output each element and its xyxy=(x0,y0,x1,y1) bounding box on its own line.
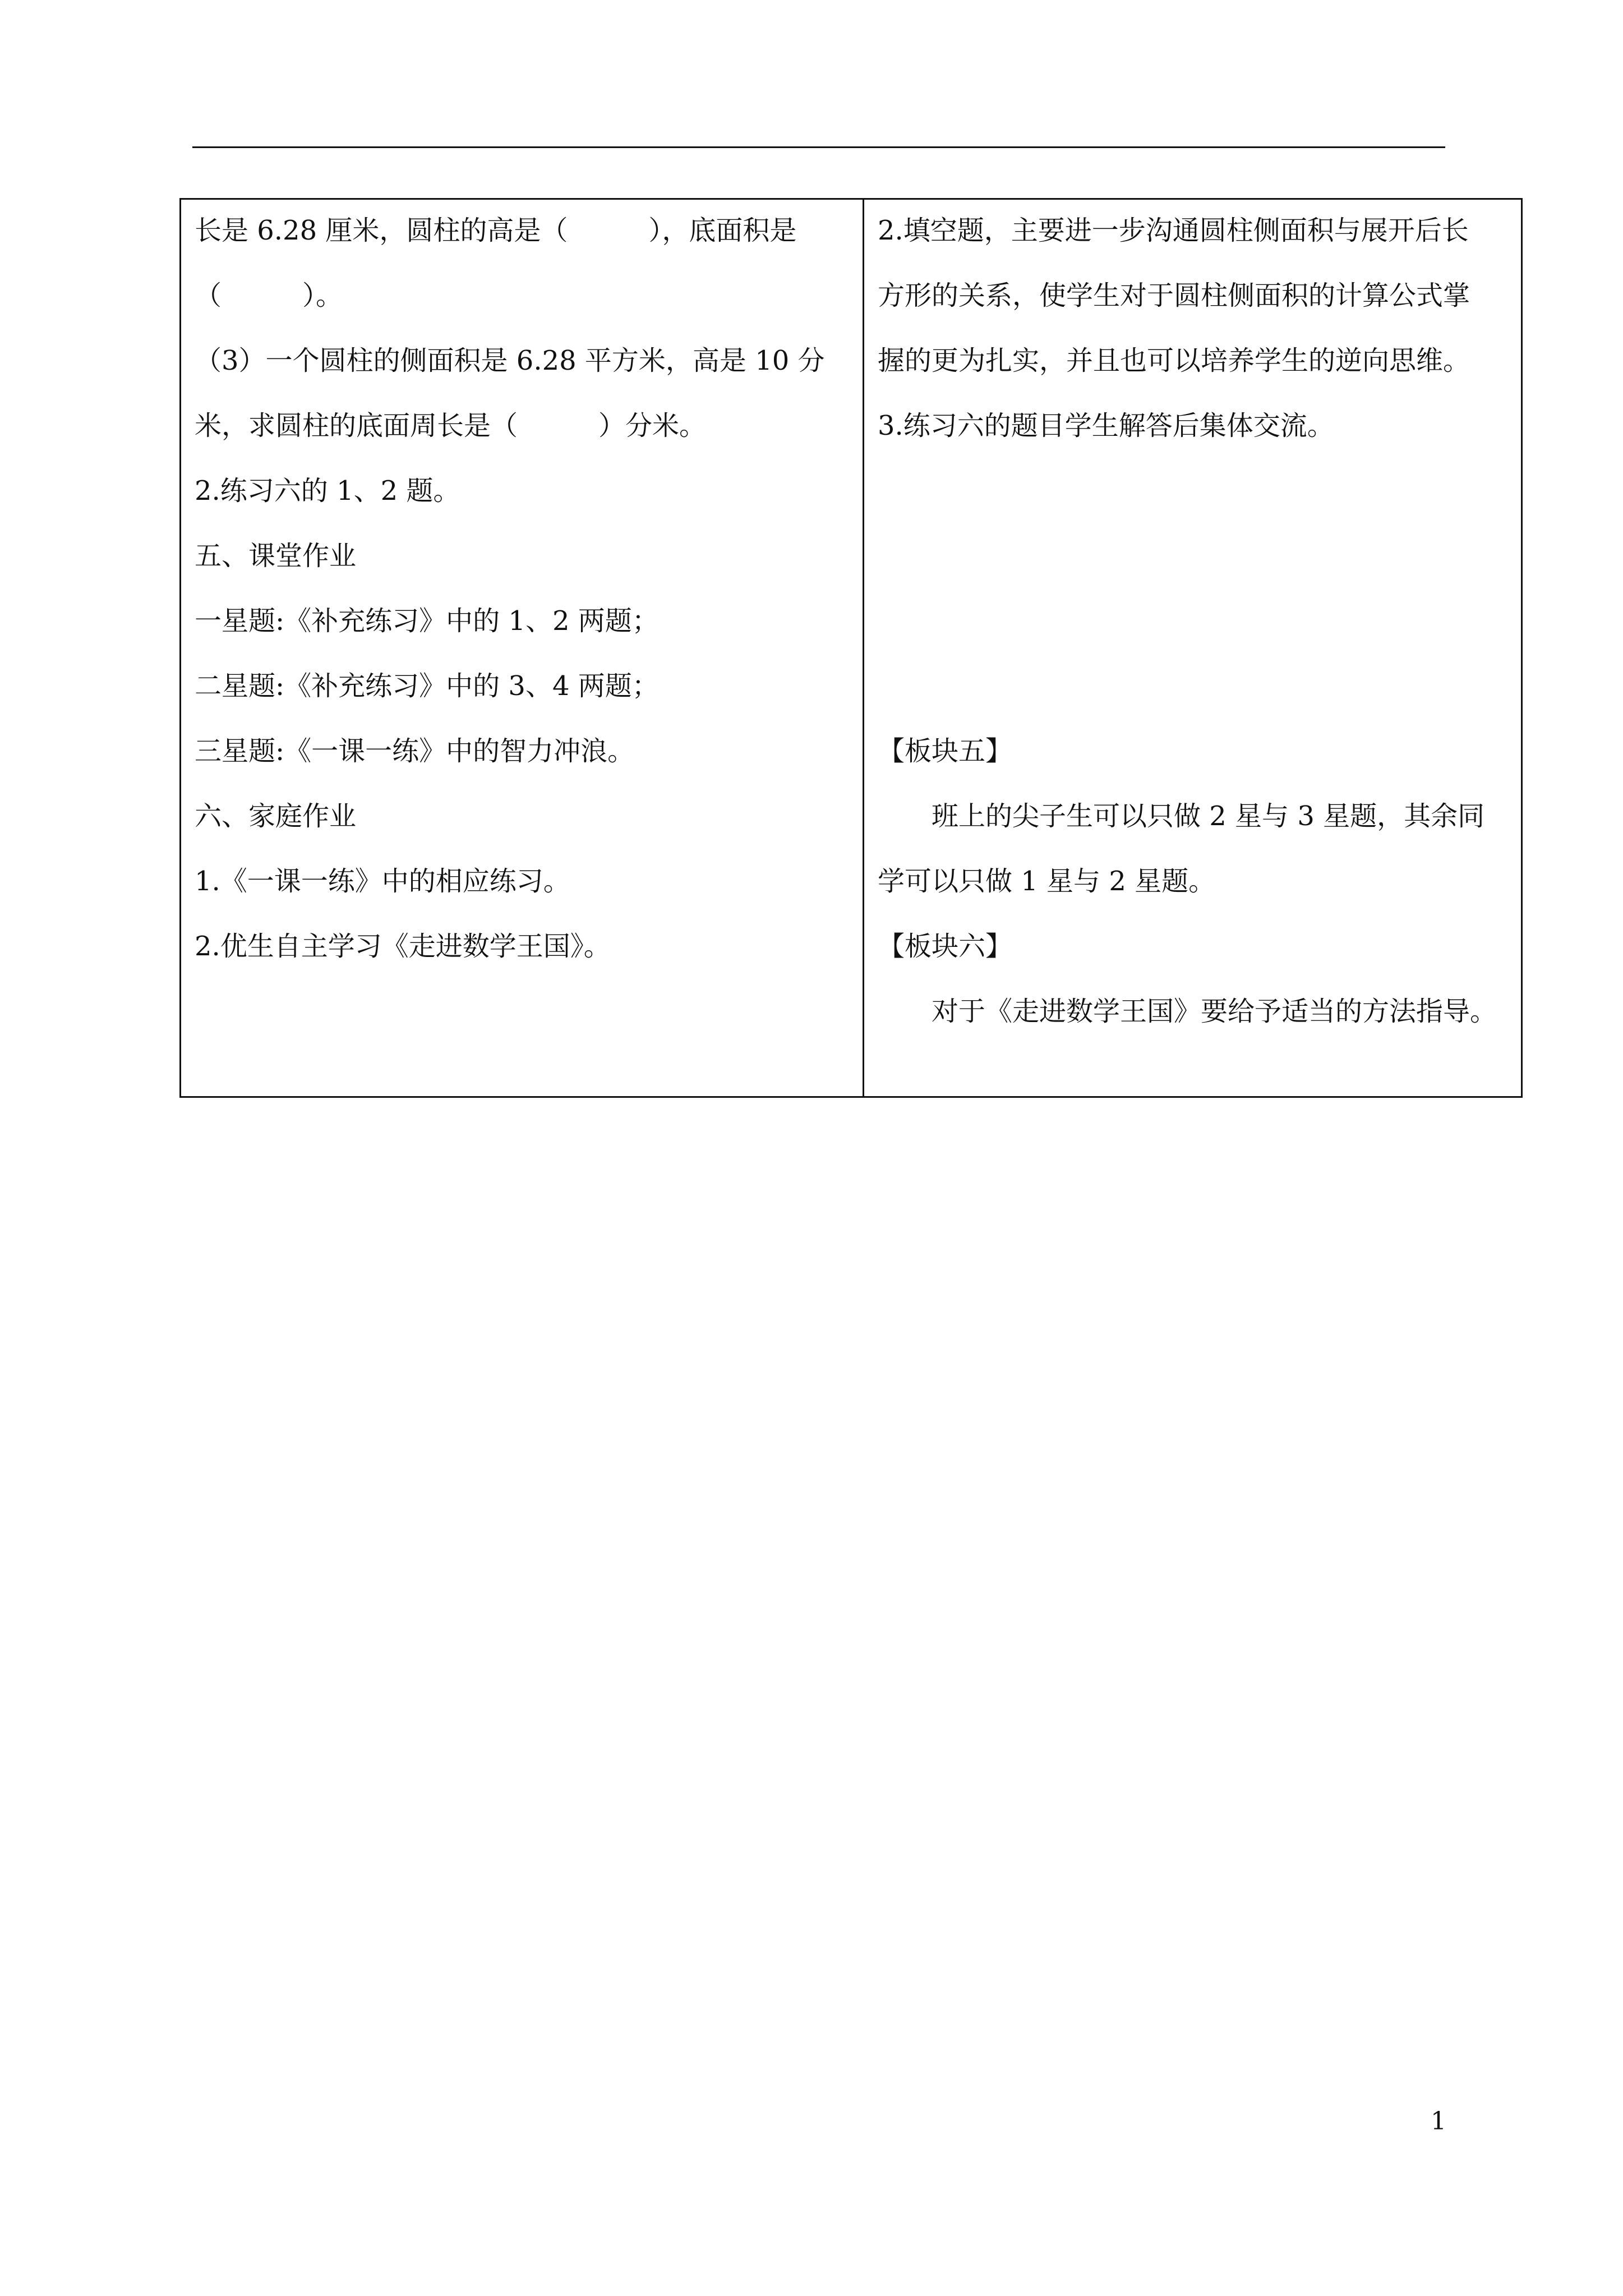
exercise-line: 2.练习六的 1、2 题。 xyxy=(195,475,460,507)
teaching-notes-column xyxy=(878,198,1511,1044)
column-divider xyxy=(863,198,864,1098)
exercise-line: （ ）。 xyxy=(195,280,343,311)
three-star-task: 三星题:《一课一练》中的智力冲浪。 xyxy=(195,735,635,767)
note-line: 握的更为扎实，并且也可以培养学生的逆向思维。 xyxy=(878,345,1470,376)
homework-item: 2.优生自主学习《走进数学王国》。 xyxy=(195,931,611,962)
page-number: 1 xyxy=(1431,2107,1446,2136)
section-heading-classwork: 五、课堂作业 xyxy=(195,540,357,572)
exercise-line: （3）一个圆柱的侧面积是 6.28 平方米，高是 10 分 xyxy=(195,345,825,376)
note-line: 方形的关系，使学生对于圆柱侧面积的计算公式掌 xyxy=(878,280,1470,311)
spacer xyxy=(878,654,1511,719)
note-line: 3.练习六的题目学生解答后集体交流。 xyxy=(878,410,1334,441)
block5-heading: 【板块五】 xyxy=(878,735,1013,767)
exercise-line: 米，求圆柱的底面周长是（ ）分米。 xyxy=(195,410,707,441)
note-line: 2.填空题，主要进一步沟通圆柱侧面积与展开后长 xyxy=(878,215,1469,246)
spacer xyxy=(878,458,1511,523)
block5-text: 学可以只做 1 星与 2 星题。 xyxy=(878,866,1216,897)
block6-text: 对于《走进数学王国》要给予适当的方法指导。 xyxy=(932,996,1497,1027)
section-heading-homework: 六、家庭作业 xyxy=(195,800,357,832)
header-rule xyxy=(192,146,1445,148)
block5-text: 班上的尖子生可以只做 2 星与 3 星题，其余同 xyxy=(932,800,1485,832)
two-star-task: 二星题:《补充练习》中的 3、4 两题； xyxy=(195,670,659,702)
spacer xyxy=(878,588,1511,654)
block6-heading: 【板块六】 xyxy=(878,931,1013,962)
homework-item: 1.《一课一练》中的相应练习。 xyxy=(195,866,570,897)
lesson-content-column xyxy=(195,198,854,979)
exercise-line: 长是 6.28 厘米，圆柱的高是（ ），底面积是 xyxy=(195,215,797,246)
spacer xyxy=(878,523,1511,588)
one-star-task: 一星题:《补充练习》中的 1、2 两题； xyxy=(195,605,659,637)
